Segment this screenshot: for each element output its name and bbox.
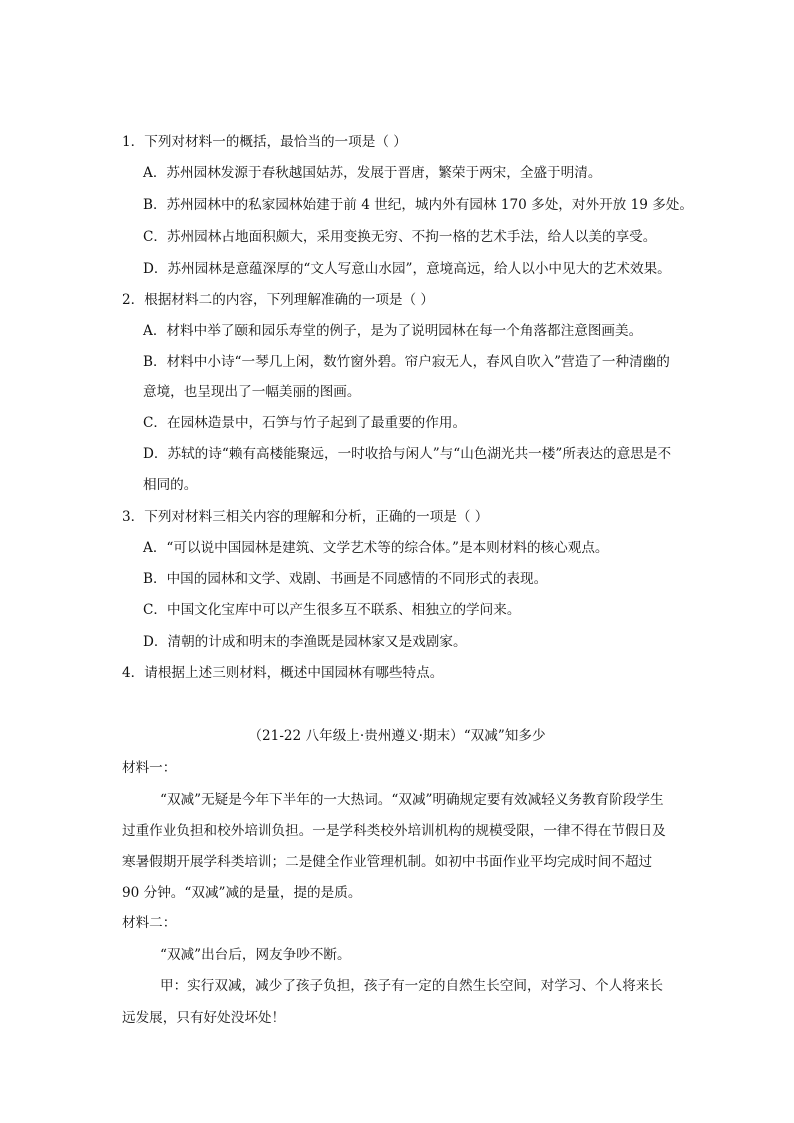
question-3-option-b: B．中国的园林和文学、戏剧、书画是不同感情的不同形式的表现。 — [143, 571, 548, 587]
question-2-stem: 2．根据材料二的内容，下列理解准确的一项是（ ） — [122, 292, 435, 308]
material-1-label: 材料一： — [122, 760, 177, 776]
question-1-option-a: A．苏州园林发源于春秋越国姑苏，发展于晋唐，繁荣于两宋，全盛于明清。 — [143, 165, 602, 181]
material-1-line-3: 寒暑假期开展学科类培训；二是健全作业管理机制。如初中书面作业平均完成时间不超过 — [122, 854, 653, 870]
material-2-label: 材料二： — [122, 915, 177, 931]
material-1-line-1: “双减”无疑是今年下半年的一大热词。“双减”明确规定要有效减轻义务教育阶段学生 — [160, 792, 664, 808]
question-2-option-d: D．苏轼的诗“赖有高楼能聚远，一时收拾与闲人”与“山色湖光共一楼”所表达的意思是不 — [143, 446, 672, 462]
question-2-option-c: C．在园林造景中，石笋与竹子起到了最重要的作用。 — [143, 415, 467, 431]
question-1-option-d: D．苏州园林是意蕴深厚的“文人写意山水园”，意境高远，给人以小中见大的艺术效果。 — [143, 261, 671, 277]
question-1-option-b: B．苏州园林中的私家园林始建于前 4 世纪，城内外有园林 170 多处，对外开放 19 多处。 — [143, 197, 693, 213]
question-2-option-d-cont: 相同的。 — [143, 477, 198, 493]
question-2-option-b: B．材料中小诗“一琴几上闲，数竹窗外碧。帘户寂无人，春风自吹入”营造了一种清幽的 — [143, 354, 670, 370]
question-3-option-a: A．“可以说中国园林是建筑、文学艺术等的综合体。”是本则材料的核心观点。 — [143, 540, 609, 556]
material-1-line-2: 过重作业负担和校外培训负担。一是学科类校外培训机构的规模受限，一律不得在节假日及 — [122, 823, 666, 839]
section-title: （21-22 八年级上·贵州遵义·期末）“双减”知多少 — [248, 728, 546, 744]
question-3-stem: 3．下列对材料三相关内容的理解和分析，正确的一项是（ ） — [122, 509, 489, 525]
question-3-option-c: C．中国文化宝库中可以产生很多互不联系、相独立的学问来。 — [143, 602, 521, 618]
question-1-option-c: C．苏州园林占地面积颇大，采用变换无穷、不拘一格的艺术手法，给人以美的享受。 — [143, 229, 657, 245]
material-2-line-3: 远发展，只有好处没坏处！ — [122, 1010, 286, 1026]
question-2-option-b-cont: 意境，也呈现出了一幅美丽的图画。 — [143, 384, 361, 400]
question-3-option-d: D．清朝的计成和明末的李渔既是园林家又是戏剧家。 — [143, 634, 467, 650]
question-4-stem: 4．请根据上述三则材料，概述中国园林有哪些特点。 — [122, 665, 444, 681]
question-1-stem: 1．下列对材料一的概括，最恰当的一项是（ ） — [122, 134, 407, 150]
material-2-line-1: “双减”出台后，网友争吵不断。 — [160, 947, 351, 963]
material-1-line-4: 90 分钟。“双减”减的是量，提的是质。 — [122, 885, 362, 901]
material-2-line-2: 甲：实行双减，减少了孩子负担，孩子有一定的自然生长空间，对学习、个人将来长 — [160, 978, 663, 994]
question-2-option-a: A．材料中举了颐和园乐寿堂的例子，是为了说明园林在每一个角落都注意图画美。 — [143, 323, 643, 339]
